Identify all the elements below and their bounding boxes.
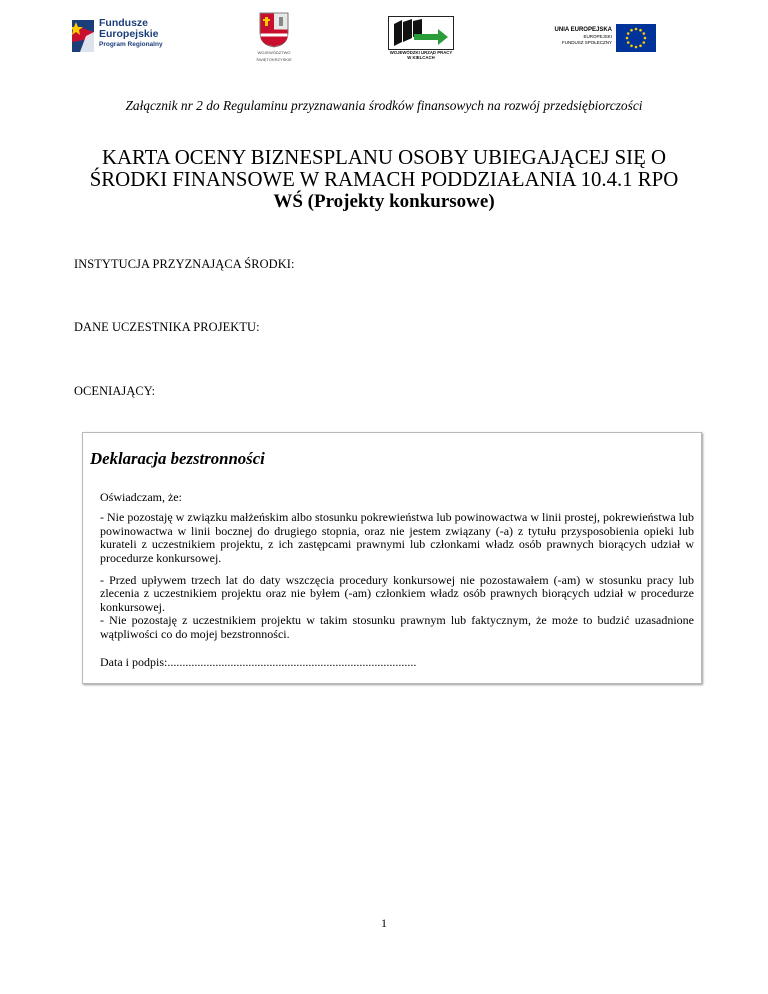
document-title — [48, 147, 720, 213]
ws-logo-line1: WOJEWÓDZTWO — [257, 50, 291, 55]
fe-logo-line1: Fundusze — [99, 17, 148, 29]
declaration-item-3: - Nie pozostaję z uczestnikiem projektu w takim stosunku prawnym lub faktycznym, że może to budzić uzasadnione wątpliwości co do mojej bezstronności. — [100, 613, 694, 641]
field-evaluator-label: OCENIAJĄCY: — [74, 384, 156, 398]
wup-arrow-icon — [388, 16, 454, 50]
declaration-title: Deklaracja bezstronności — [90, 449, 265, 468]
fe-logo-line2: Europejskie — [99, 28, 159, 40]
title-line2: ŚRODKI FINANSOWE W RAMACH PODDZIAŁANIA 10.4.1 RPO — [89, 168, 679, 191]
wup-logo-line2: W KIELCACH — [407, 55, 435, 60]
eu-flag-icon — [616, 24, 656, 52]
fe-logo-line3: Program Regionalny — [99, 41, 163, 48]
page-number: 1 — [381, 916, 387, 930]
declaration-body — [100, 491, 694, 641]
wup-kielce-logo — [386, 16, 456, 64]
wup-logo-line1: WOJEWÓDZKI URZĄD PRACY — [389, 50, 453, 55]
declaration-item-2: - Przed upływem trzech lat do daty wszczęcia procedury konkursowej nie pozostawałem (-am) w stosunku pracy lub zlecenia z uczestnikiem projektu oraz nie byłem (-am) członkiem władz osób prawnych biorących udział w procedurze konkursowej. — [100, 573, 694, 614]
wojewodztwo-swietokrzyskie-logo — [252, 12, 296, 64]
field-participant-label: DANE UCZESTNIKA PROJEKTU: — [74, 320, 260, 334]
signature-line: Data i podpis:................................................................................... — [100, 655, 417, 669]
eu-logo-line1: UNIA EUROPEJSKA — [554, 27, 612, 33]
eu-logo-line3: FUNDUSZ SPOŁECZNY — [561, 40, 612, 45]
unia-europejska-logo — [548, 24, 660, 54]
declaration-box — [82, 432, 702, 684]
declaration-item-1: - Nie pozostaję w związku małżeńskim albo stosunku pokrewieństwa lub powinowactwa w linii prostej, pokrewieństwa lub powinowactwa w linii bocznej do drugiego stopnia, oraz nie jestem związany (-a) z tytułu przysposobienia opieki lub kurateli z uczestnikiem projektu, z ich zastępcami prawnymi lub członkami władz osób prawnych biorących udział w procedurze konkursowej. — [100, 510, 694, 565]
fe-flag-icon — [72, 20, 94, 52]
field-institution-label: INSTYTUCJA PRZYZNAJĄCA ŚRODKI: — [74, 257, 295, 271]
eu-logo-line2: EUROPEJSKI — [583, 34, 612, 39]
title-line3: WŚ (Projekty konkursowe) — [273, 191, 495, 212]
declaration-intro: Oświadczam, że: — [100, 490, 182, 504]
fundusze-europejskie-logo — [72, 18, 192, 58]
title-line1: KARTA OCENY BIZNESPLANU OSOBY UBIEGAJĄCEJ SIĘ O — [101, 146, 666, 169]
annex-caption: Załącznik nr 2 do Regulaminu przyznawania środków finansowych na rozwój przedsiębiorczości — [125, 98, 643, 113]
ws-logo-line2: ŚWIĘTOKRZYSKIE — [256, 57, 292, 62]
coat-of-arms-icon — [259, 12, 289, 48]
